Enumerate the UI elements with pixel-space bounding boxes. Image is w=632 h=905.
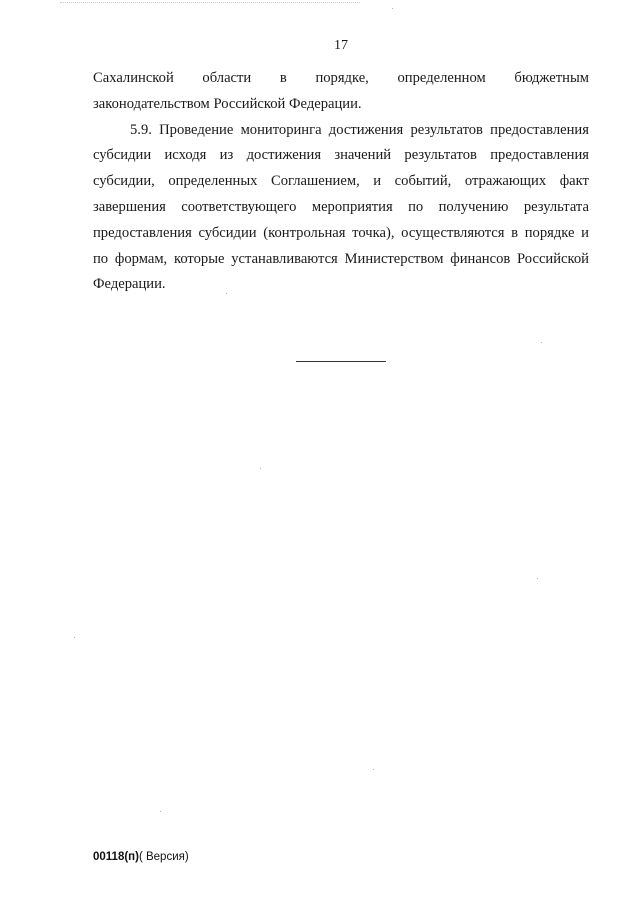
scan-speck bbox=[160, 811, 161, 812]
scan-speck bbox=[392, 8, 393, 9]
footer-document-code: 00118(п) bbox=[93, 851, 139, 863]
word: мероприятия bbox=[311, 198, 393, 215]
word: Соглашением, bbox=[271, 173, 360, 190]
word: устанавливаются bbox=[231, 250, 338, 267]
word: из bbox=[219, 147, 234, 164]
text-line bbox=[93, 66, 589, 92]
word: событий, bbox=[394, 173, 452, 190]
scan-speck bbox=[373, 769, 374, 770]
text-line bbox=[93, 195, 589, 221]
scan-speck bbox=[226, 293, 227, 294]
text-line bbox=[93, 118, 589, 144]
document-body bbox=[93, 66, 589, 298]
word: 5.9. bbox=[130, 121, 152, 138]
word: достижения bbox=[328, 121, 404, 138]
word: значений bbox=[334, 147, 392, 164]
word: точка), bbox=[352, 224, 395, 241]
word: получению bbox=[438, 198, 509, 215]
scan-speck bbox=[74, 637, 75, 638]
end-separator-line bbox=[296, 361, 386, 362]
word: Министерством bbox=[344, 250, 444, 267]
scan-speck bbox=[537, 578, 538, 579]
text-line bbox=[93, 221, 589, 247]
word: определенном bbox=[397, 70, 486, 86]
word: исходя bbox=[164, 147, 207, 164]
word: и bbox=[373, 173, 382, 190]
word: в bbox=[279, 70, 287, 86]
paragraph-5-9 bbox=[93, 118, 589, 299]
word: которые bbox=[173, 250, 225, 267]
word: осуществляются bbox=[401, 224, 505, 241]
text-line bbox=[93, 247, 589, 273]
word: порядке bbox=[524, 224, 575, 241]
word: соответствующего bbox=[181, 198, 297, 215]
word: отражающих bbox=[464, 173, 547, 190]
word: финансов bbox=[450, 250, 511, 267]
scan-speck bbox=[260, 468, 261, 469]
word: и bbox=[581, 224, 589, 241]
text-line bbox=[93, 169, 589, 195]
word: бюджетным bbox=[514, 70, 589, 86]
word: в bbox=[511, 224, 519, 241]
word: (контрольная bbox=[263, 224, 346, 241]
word: субсидии bbox=[198, 224, 257, 241]
text-line bbox=[93, 143, 589, 169]
word: законодательством Российской Федерации. bbox=[93, 95, 362, 112]
word: результатов bbox=[410, 121, 483, 138]
word: результата bbox=[523, 198, 589, 215]
word: области bbox=[202, 70, 252, 86]
word: предоставления bbox=[490, 121, 589, 138]
word: субсидии, bbox=[93, 173, 155, 190]
word: достижения bbox=[246, 147, 322, 164]
scan-speck bbox=[541, 342, 542, 343]
document-footer bbox=[93, 851, 189, 863]
word: по bbox=[408, 198, 424, 215]
word: Проведение bbox=[159, 121, 234, 138]
word: по bbox=[93, 250, 109, 267]
word: Российской bbox=[517, 250, 589, 267]
word: мониторинга bbox=[240, 121, 322, 138]
word: результатов bbox=[404, 147, 477, 164]
word: формам, bbox=[114, 250, 168, 267]
word: факт bbox=[559, 173, 589, 190]
word: субсидии bbox=[93, 147, 152, 164]
paragraph-continuation bbox=[93, 66, 589, 118]
word: завершения bbox=[93, 198, 166, 215]
text-line bbox=[93, 92, 589, 118]
word: порядке, bbox=[315, 70, 369, 86]
word: Федерации. bbox=[93, 276, 166, 293]
word: предоставления bbox=[490, 147, 589, 164]
word: определенных bbox=[168, 173, 258, 190]
word: предоставления bbox=[93, 224, 192, 241]
footer-version: ( Версия) bbox=[138, 851, 189, 863]
word: Сахалинской bbox=[93, 70, 174, 86]
scan-edge-mark bbox=[60, 2, 360, 3]
text-line bbox=[93, 272, 589, 298]
page-number: 17 bbox=[334, 38, 348, 53]
